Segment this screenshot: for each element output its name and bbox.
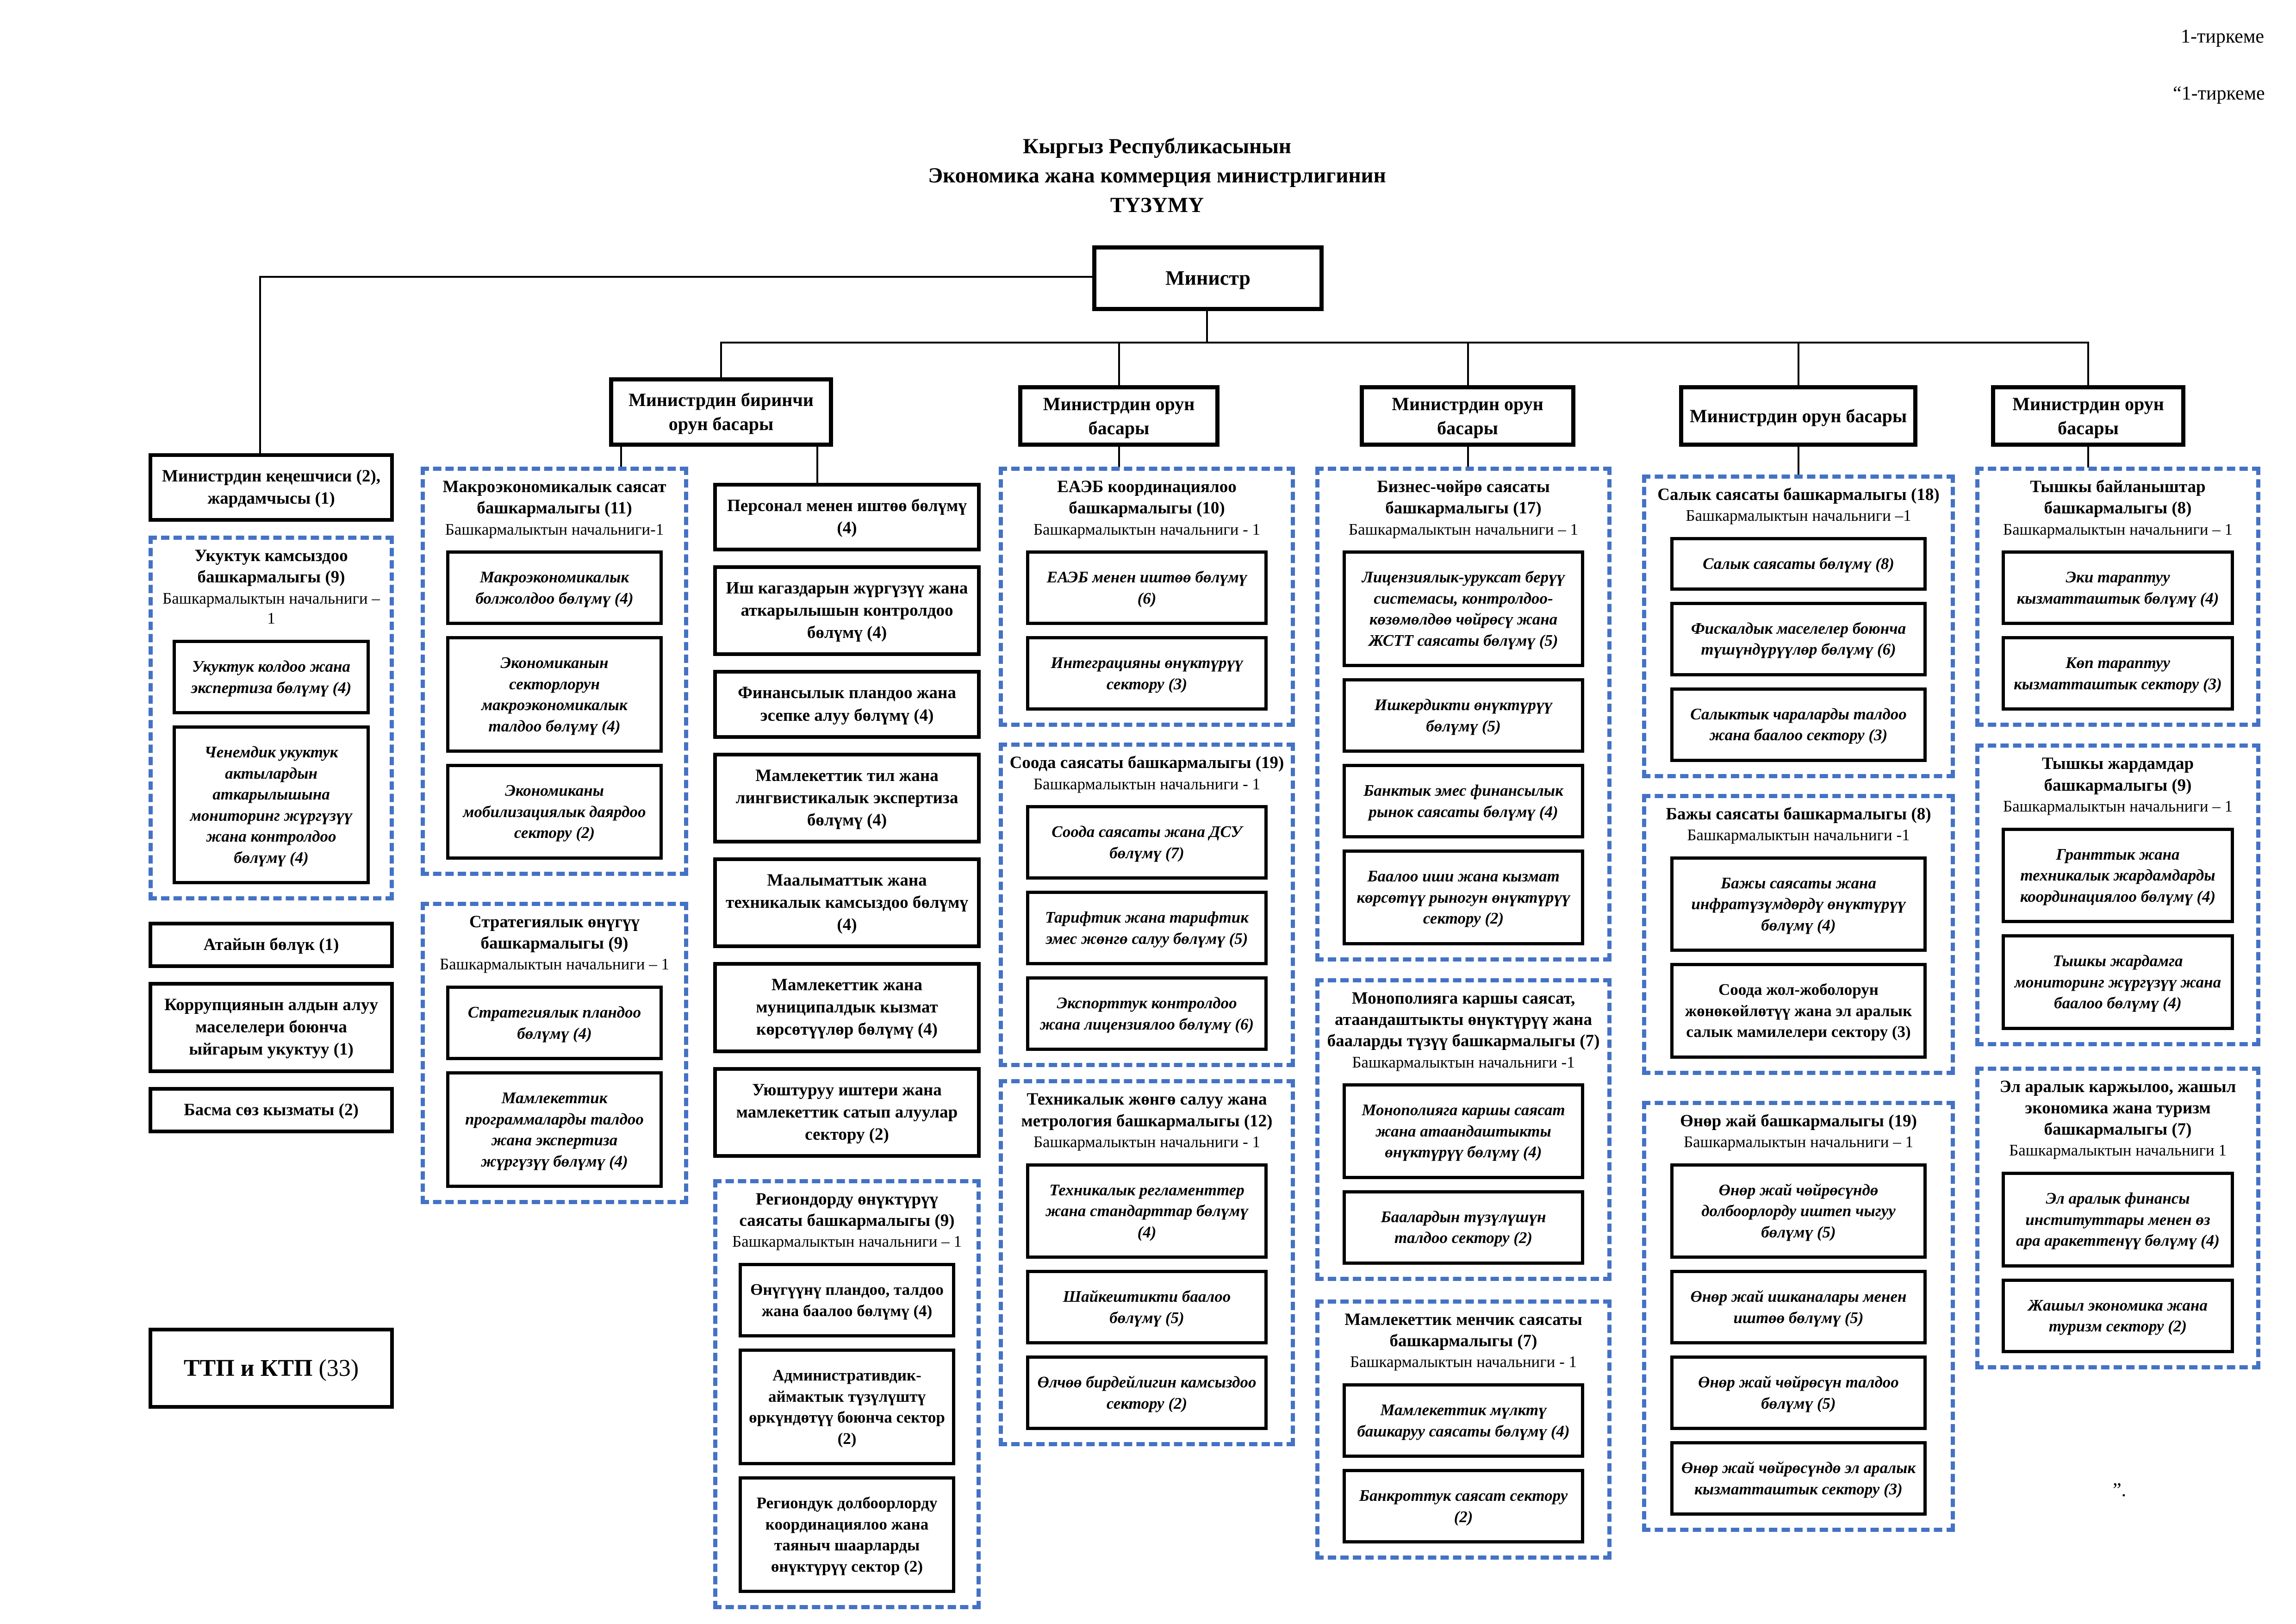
box-deputy-4 — [1679, 385, 1917, 447]
unit-industry-analysis: Өнөр жай чөйрөсүн талдоо бөлүмү (5) — [1670, 1355, 1927, 1430]
group-macroeconomic-policy — [421, 467, 688, 876]
column-administrative — [713, 483, 981, 1609]
connector-line — [1798, 342, 1799, 386]
connector-line — [721, 342, 2089, 344]
connector-line — [1467, 342, 1469, 386]
connector-line — [1118, 447, 1120, 468]
group-title: Бажы саясаты башкармалыгы (8) — [1666, 804, 1931, 824]
unit-admin-territorial: Административдик-аймактык түзүлүштү өркүндөтүү боюнча сектор (2) — [739, 1349, 955, 1465]
group-head-count: Башкармалыктын начальниги - 1 — [1033, 775, 1261, 793]
unit-green-economy-tourism: Жашыл экономика жана туризм сектору (2) — [2002, 1279, 2234, 1353]
group-title: ЕАЭБ координациялоо башкармалыгы (10) — [1057, 477, 1237, 518]
unit-strategic-planning: Стратегиялык пландоо бөлүмү (4) — [446, 986, 663, 1060]
box-deputy-5 — [1991, 385, 2185, 447]
unit-grants-coordination: Гранттык жана техникалык жардамдарды координациялоо бөлүмү (4) — [2002, 828, 2234, 924]
ttp-label: ТТП и КТП — [183, 1355, 313, 1381]
unit-entrepreneurship: Ишкердикти өнүктүрүү бөлүмү (5) — [1343, 678, 1585, 753]
group-head-count: Башкармалыктын начальниги –1 — [1686, 506, 1911, 525]
unit-bankruptcy: Банкроттук саясат сектору (2) — [1343, 1469, 1585, 1543]
group-title: Соода саясаты башкармалыгы (19) — [1009, 753, 1284, 773]
group-title: Региондорду өнүктүрүү саясаты башкармалыгы (9) — [739, 1189, 955, 1230]
column-foreign-relations — [1975, 467, 2260, 1369]
deputy-label: Министрдин биринчи орун басары — [628, 389, 814, 434]
chart-title — [764, 132, 1550, 220]
connector-line — [1118, 342, 1120, 386]
box-minister-advisor: Министрдин кеңешчиси (2), жардамчысы (1) — [149, 453, 394, 522]
unit-nonbank-finance: Банктык эмес финансылык рынок саясаты бөлүмү (4) — [1343, 764, 1585, 838]
ttp-count: (33) — [318, 1355, 359, 1381]
box-deputy-3 — [1360, 385, 1575, 447]
unit-mobilization: Экономиканы мобилизациялык даярдоо сектору (2) — [446, 764, 663, 860]
group-head-count: Башкармалыктын начальниги – 1 — [732, 1232, 962, 1251]
unit-legal-monitoring: Ченемдик укуктук актылардын аткарылышына мониторинг жүргүзүү жана контролдоо бөлүмү (4) — [173, 725, 370, 884]
group-head-count: Башкармалыктын начальниги – 1 — [2003, 520, 2233, 538]
group-tax-policy — [1642, 475, 1955, 778]
group-title: Эл аралык каржылоо, жашыл экономика жана туризм башкармалыгы (7) — [1999, 1077, 2236, 1139]
group-industry — [1642, 1101, 1955, 1532]
deputy-label: Министрдин орун басары — [1392, 393, 1543, 438]
group-head-count: Башкармалыктын начальниги – 1 — [1349, 520, 1578, 538]
group-head-count: Башкармалыктын начальниги 1 — [2009, 1141, 2227, 1160]
chart-title-line1: Кыргыз Республикасынын — [1023, 134, 1291, 158]
box-ttp-ktp — [149, 1328, 394, 1409]
unit-aid-monitoring: Тышкы жардамга мониторинг жүргүзүү жана баалоо бөлүмү (4) — [2002, 934, 2234, 1030]
connector-line — [259, 276, 261, 453]
annotation-attachment-1: 1-тиркеме — [2181, 26, 2265, 47]
unit-antimonopoly-policy: Монополияга каршы саясат жана атаандаштыкты өнүктүрүү бөлүмү (4) — [1343, 1083, 1585, 1179]
group-title: Стратегиялык өнүгүү башкармалыгы (9) — [469, 912, 640, 953]
minister-label: Министр — [1165, 267, 1251, 290]
unit-integration: Интеграцияны өнүктүрүү сектору (3) — [1026, 636, 1268, 711]
unit-dev-planning: Өнүгүүнү пландоо, талдоо жана баалоо бөлүмү (4) — [739, 1263, 955, 1337]
box-first-deputy — [609, 377, 833, 447]
group-strategic-development — [421, 902, 688, 1204]
box-special-unit: Атайын бөлүк (1) — [149, 922, 394, 968]
connector-line — [620, 446, 622, 468]
group-head-count: Башкармалыктын начальниги -1 — [1352, 1053, 1575, 1071]
connector-line — [1798, 447, 1799, 475]
unit-conformity: Шайкештикти баалоо бөлүмү (5) — [1026, 1270, 1268, 1344]
unit-licensing: Лицензиялык-уруксат берүү системасы, контролдоо-көзөмөлдөө чөйрөсү жана ЖСТТ саясаты бөлүмү (5) — [1343, 550, 1585, 667]
connector-line — [2087, 342, 2089, 386]
unit-industry-projects: Өнөр жай чөйрөсүндө долбоорлорду иштеп чыгуу бөлүмү (5) — [1670, 1163, 1927, 1259]
unit-regional-projects: Региондук долбоорлорду координациялоо жана таяныч шаарларды өнүктүрүү сектор (2) — [739, 1476, 955, 1593]
group-title: Макроэкономикалык саясат башкармалыгы (11) — [442, 477, 666, 518]
group-foreign-relations — [1975, 467, 2260, 727]
box-state-language: Мамлекеттик тил жана лингвистикалык экспертиза бөлүмү (4) — [713, 753, 981, 843]
connector-line — [720, 342, 722, 379]
group-legal-support — [149, 536, 394, 900]
group-title: Монополияга каршы саясат, атаандаштыкты өнүктүрүү жана бааларды түзүү башкармалыгы (7) — [1327, 988, 1600, 1051]
group-head-count: Башкармалыктын начальниги – 1 — [2003, 797, 2233, 815]
unit-tech-regulations: Техникалык регламенттер жана стандарттар бөлүмү (4) — [1026, 1163, 1268, 1259]
box-minister — [1092, 245, 1324, 311]
unit-state-property-mgmt: Мамлекеттик мүлктү башкаруу саясаты бөлүмү (4) — [1343, 1383, 1585, 1458]
group-antimonopoly — [1315, 978, 1612, 1281]
unit-legal-expertise: Укуктук колдоо жана экспертиза бөлүмү (4) — [173, 640, 370, 714]
box-public-services: Мамлекеттик жана муниципалдык кызмат көрсөтүүлөр бөлүмү (4) — [713, 962, 981, 1053]
unit-measurement: Өлчөө бирдейлигин камсыздоо сектору (2) — [1026, 1355, 1268, 1430]
box-procurement: Уюштуруу иштери жана мамлекеттик сатып алуулар сектору (2) — [713, 1067, 981, 1158]
column-macro-strategy — [421, 467, 688, 1204]
connector-line — [1467, 447, 1469, 468]
box-personnel: Персонал менен иштөө бөлүмү (4) — [713, 483, 981, 551]
unit-tariff-regulation: Тарифтик жана тарифтик эмес жөнгө салуу бөлүмү (5) — [1026, 891, 1268, 965]
chart-title-line3: ТҮЗҮМҮ — [1110, 193, 1204, 217]
group-head-count: Башкармалыктын начальниги - 1 — [1033, 1132, 1261, 1151]
box-financial-planning: Финансылык пландоо жана эсепке алуу бөлүмү (4) — [713, 670, 981, 738]
group-technical-regulation — [999, 1079, 1295, 1446]
group-intl-finance-green-tourism — [1975, 1067, 2260, 1369]
unit-customs-infrastructure: Бажы саясаты жана инфратүзүмдөрдү өнүктүрүү бөлүмү (4) — [1670, 856, 1927, 952]
annotation-attachment-quote: “1-тиркеме — [2173, 83, 2265, 104]
deputy-label: Министрдин орун басары — [1689, 405, 1907, 426]
unit-valuation-market: Баалоо иши жана кызмат көрсөтүү рыногун өнүктүрүү сектору (2) — [1343, 849, 1585, 945]
group-head-count: Башкармалыктын начальниги -1 — [1687, 825, 1910, 844]
group-title: Тышкы байланыштар башкармалыгы (8) — [2030, 477, 2206, 518]
column-business-monopoly-property — [1315, 467, 1612, 1560]
group-title: Өнөр жай башкармалыгы (19) — [1680, 1111, 1917, 1131]
group-trade-policy — [999, 743, 1295, 1067]
unit-price-analysis: Баалардын түзүлүшүн талдоо сектору (2) — [1343, 1190, 1585, 1265]
group-title: Мамлекеттик менчик саясаты башкармалыгы (7) — [1344, 1310, 1582, 1350]
group-head-count: Башкармалыктын начальниги-1 — [445, 520, 664, 538]
group-title: Техникалык жөнгө салуу жана метрология башкармалыгы (12) — [1021, 1090, 1273, 1131]
unit-export-control: Экспорттук контролдоо жана лицензиялоо бөлүмү (6) — [1026, 976, 1268, 1051]
box-press-service: Басма сөз кызматы (2) — [149, 1087, 394, 1133]
unit-tax-policy: Салык саясаты бөлүмү (8) — [1670, 537, 1927, 591]
chart-title-line2: Экономика жана коммерция министрлигинин — [928, 163, 1386, 188]
group-foreign-aid — [1975, 743, 2260, 1046]
unit-fiscal-clarifications: Фискалдык маселелер боюнча түшүндүрүүлөр бөлүмү (6) — [1670, 602, 1927, 676]
unit-eaeu-work: ЕАЭБ менен иштөө бөлүмү (6) — [1026, 550, 1268, 625]
group-head-count: Башкармалыктын начальниги – 1 — [440, 955, 669, 974]
deputy-label: Министрдин орун басары — [1043, 393, 1195, 438]
unit-trade-facilitation: Соода жол-жоболорун жөнөкөйлөтүү жана эл аралык салык мамилелери сектору (3) — [1670, 963, 1927, 1059]
unit-macro-forecast: Макроэкономикалык болжолдоо бөлүмү (4) — [446, 550, 663, 625]
unit-trade-wto: Соода саясаты жана ДСУ бөлүмү (7) — [1026, 805, 1268, 880]
unit-sector-analysis: Экономиканын секторлорун макроэкономикалык талдоо бөлүмү (4) — [446, 636, 663, 753]
unit-tax-measures: Салыктык чараларды талдоо жана баалоо сектору (3) — [1670, 687, 1927, 762]
column-eaeu-trade-tech — [999, 467, 1295, 1446]
box-deputy-2 — [1018, 385, 1220, 447]
group-head-count: Башкармалыктын начальниги - 1 — [1033, 520, 1261, 538]
unit-multilateral: Көп тараптуу кызматташтык сектору (3) — [2002, 636, 2234, 711]
group-head-count: Башкармалыктын начальниги – 1 — [162, 589, 380, 628]
column-advisor-legal — [149, 453, 394, 1409]
group-head-count: Башкармалыктын начальниги - 1 — [1350, 1353, 1577, 1371]
group-business-environment — [1315, 467, 1612, 962]
connector-line — [1206, 311, 1208, 343]
box-it-support: Маалыматтык жана техникалык камсыздоо бөлүмү (4) — [713, 857, 981, 948]
group-title: Укуктук камсыздоо башкармалыгы (9) — [194, 546, 348, 587]
group-eaeu-coordination — [999, 467, 1295, 727]
connector-line — [2087, 447, 2089, 468]
deputy-label: Министрдин орун басары — [2012, 393, 2164, 438]
box-records: Иш кагаздарын жүргүзүү жана аткарылышын контролдоо бөлүмү (4) — [713, 565, 981, 656]
annotation-closing-quote: ”. — [2113, 1480, 2127, 1501]
unit-program-expertise: Мамлекеттик программаларды талдоо жана экспертиза жүргүзүү бөлүмү (4) — [446, 1071, 663, 1188]
connector-line — [816, 446, 818, 484]
unit-industry-intl: Өнөр жай чөйрөсүндө эл аралык кызматташтык сектору (3) — [1670, 1441, 1927, 1516]
group-customs-policy — [1642, 794, 1955, 1075]
group-title: Салык саясаты башкармалыгы (18) — [1657, 485, 1940, 504]
group-state-property — [1315, 1299, 1612, 1560]
group-regional-development — [713, 1179, 981, 1609]
group-title: Бизнес-чөйрө саясаты башкармалыгы (17) — [1377, 477, 1550, 518]
column-tax-customs-industry — [1642, 475, 1955, 1532]
unit-intl-finance-institutions: Эл аралык финансы институттары менен өз ара аракеттенүү бөлүмү (4) — [2002, 1172, 2234, 1268]
group-head-count: Башкармалыктын начальниги – 1 — [1684, 1132, 1913, 1151]
box-anticorruption: Коррупциянын алдын алуу маселелери боюнча ыйгарым укуктуу (1) — [149, 982, 394, 1073]
connector-line — [259, 276, 1092, 278]
unit-industry-enterprises: Өнөр жай ишканалары менен иштөө бөлүмү (5) — [1670, 1270, 1927, 1344]
group-title: Тышкы жардамдар башкармалыгы (9) — [2041, 754, 2194, 795]
unit-bilateral: Эки тараптуу кызматташтык бөлүмү (4) — [2002, 550, 2234, 625]
